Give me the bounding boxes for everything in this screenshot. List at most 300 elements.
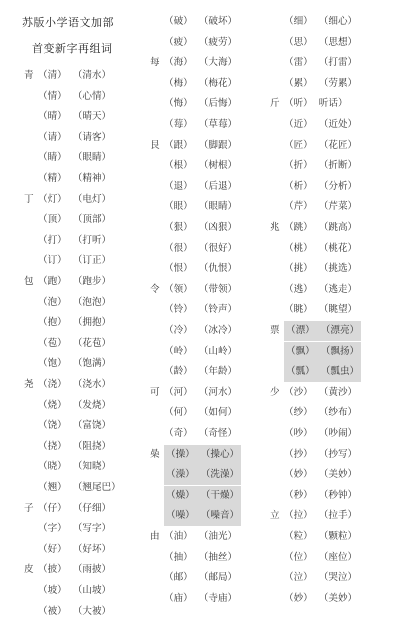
word-entry-row [270,115,357,135]
entry-text [164,362,237,382]
word-entry-row [150,527,237,547]
word-entry-row [24,87,111,107]
derived-character: （披） [38,564,67,576]
compound-word: （花匠） [318,139,358,151]
entry-text [38,560,111,580]
word-entry-row [24,581,111,601]
word-entry-row [150,74,237,94]
word-entry-row [150,197,237,217]
derived-character: （粒） [284,531,313,542]
compound-word: （大海） [198,57,238,69]
word-entry-row [270,527,357,547]
entry-text [284,568,357,588]
derived-character: （雷） [284,57,313,69]
compound-word: （清水） [72,70,112,81]
compound-word: （秒钟） [318,489,358,501]
compound-word: （树根） [198,160,238,172]
entry-text [38,602,111,622]
compound-word: （雨披） [72,564,112,576]
derived-character: （匠） [284,139,313,151]
derived-character: （抽） [164,551,193,563]
word-entry-row [150,362,237,382]
derived-character: （瓢） [286,366,315,378]
word-entry-row [150,259,237,279]
derived-character: （岭） [164,345,193,357]
derived-character: （庙） [164,592,193,604]
compound-word: （很好） [198,242,238,254]
compound-word: （浇水） [72,379,112,390]
word-entry-row [24,457,111,477]
compound-word: （山坡） [72,585,112,596]
entry-text [164,465,241,485]
derived-character: （折） [284,160,313,172]
compound-word: （邮局） [198,572,238,584]
derived-character: （细） [284,16,313,27]
compound-word: （花苞） [72,337,112,349]
entry-text [38,272,111,292]
compound-word: （电灯） [72,193,112,205]
compound-word: （冰冷） [198,325,238,336]
word-entry-row [24,293,111,313]
entry-text [164,177,237,197]
derived-character: （桃） [284,242,313,254]
derived-character: （抱） [38,317,67,329]
entry-text [164,486,241,506]
radical-prefix: 令 [150,283,160,295]
word-entry-row [270,342,361,362]
derived-character: （澡） [166,469,195,481]
word-entry-row [150,136,237,156]
derived-character: （拉） [284,510,313,522]
word-entry-row [24,519,111,539]
entry-text [284,465,357,485]
derived-character: （跑） [38,276,67,287]
word-entry-row [150,424,237,444]
compound-word: （油光） [198,531,238,542]
derived-character: （飘） [286,345,315,357]
derived-character: （浇） [38,379,67,390]
compound-word: （飘扬） [320,345,360,357]
entry-text [284,53,357,73]
entry-text [284,424,357,444]
entry-text [284,589,357,609]
compound-word: （年龄） [198,366,238,378]
entry-text [38,293,111,313]
compound-word: （后退） [198,180,238,192]
derived-character: （悔） [164,98,193,110]
derived-character: （仔） [38,502,67,514]
entry-text [164,74,237,94]
derived-character: （打） [38,234,67,246]
word-entry-row [24,375,111,395]
entry-text [38,66,111,86]
entry-text [284,362,361,382]
compound-word: （打雷） [318,57,358,69]
word-entry-row [24,334,111,354]
radical-prefix: 斤 [270,98,280,110]
derived-character: （芹） [284,201,313,213]
derived-character: （眺） [284,304,313,316]
word-entry-row [150,218,237,238]
compound-word: （折断） [318,160,358,172]
derived-character: （龄） [164,366,193,378]
derived-character: （河） [164,386,193,398]
derived-character: （何） [164,407,193,419]
word-entry-row [150,506,241,526]
word-entry-row [270,506,357,526]
word-entry-row [24,313,111,333]
entry-text [164,383,237,403]
entry-text [38,87,111,107]
derived-character: （操） [166,448,195,460]
word-entry-row [150,568,237,588]
derived-character: （根） [164,160,193,172]
radical-prefix: 皮 [24,564,34,576]
derived-character: （坡） [38,585,67,596]
compound-word: （干燥） [200,489,240,501]
compound-word: 听话） [318,98,348,110]
word-entry-row [150,156,237,176]
compound-word: （大被） [72,605,112,617]
derived-character: （饱） [38,358,67,370]
entry-text [164,568,237,588]
radical-prefix: 喿 [150,448,160,460]
entry-text [38,437,111,457]
entry-text [284,383,357,403]
compound-word: （奇怪） [198,428,238,439]
compound-word: （思想） [318,36,358,48]
word-entry-row [150,33,237,53]
word-entry-row [270,74,357,94]
derived-character: （莓） [164,119,193,130]
entry-text [284,321,361,341]
radical-prefix: 少 [270,386,280,398]
entry-text [284,177,357,197]
entry-text [38,148,111,168]
entry-text [38,190,111,210]
derived-character: （很） [164,242,193,254]
entry-text [284,218,357,238]
entry-text [164,218,237,238]
entry-text [284,74,357,94]
derived-character: （漂） [286,325,315,336]
compound-word: （破坏） [198,16,238,27]
entry-text [284,527,357,547]
entry-text [38,375,111,395]
compound-word: （芹菜） [318,201,358,213]
word-entry-row [270,53,357,73]
word-entry-row [150,486,241,506]
compound-word: （写字） [72,523,112,535]
derived-character: （累） [284,77,313,89]
word-entry-row [270,218,357,238]
compound-word: （好坏） [72,543,112,555]
word-entry-row [24,602,111,622]
derived-character: （梅） [164,77,193,89]
word-entry-row [150,342,237,362]
entry-text [284,33,357,53]
derived-character: （泣） [284,572,313,584]
derived-character: （抄） [284,448,313,460]
derived-character: （铃） [164,304,193,316]
entry-text [38,251,111,271]
compound-word: （噪音） [200,510,240,522]
derived-character: （被） [38,605,67,617]
radical-prefix: 尧 [24,379,34,390]
entry-text [284,506,357,526]
compound-word: （晴天） [72,111,112,123]
word-entry-row [150,280,237,300]
entry-text [38,334,111,354]
word-entry-row [24,251,111,271]
derived-character: （逃） [284,283,313,295]
compound-word: （疲劳） [198,36,238,48]
compound-word: （饱满） [72,358,112,370]
word-entry-row [270,197,357,217]
derived-character: （灯） [38,193,67,205]
compound-word: （眼睛） [72,152,112,164]
entry-text [164,548,237,568]
compound-word: （铃声） [198,304,238,316]
compound-word: （操心） [200,448,240,460]
entry-text [284,12,357,32]
word-entry-row [24,396,111,416]
compound-word: （近处） [318,119,358,130]
derived-character: （苞） [38,337,67,349]
derived-character: （狠） [164,222,193,233]
entry-text [284,445,357,465]
radical-prefix: 包 [24,276,34,287]
word-entry-row [24,148,111,168]
word-entry-row [150,239,237,259]
word-entry-row [150,383,237,403]
entry-text [164,424,237,444]
compound-word: （脚跟） [198,139,238,151]
derived-character: （析） [284,180,313,192]
compound-word: （带领） [198,283,238,295]
entry-text [284,342,361,362]
compound-word: （座位） [318,551,358,563]
word-entry-row [150,403,237,423]
entry-text [164,321,237,341]
radical-prefix: 立 [270,510,280,522]
word-entry-row [270,300,357,320]
derived-character: （位） [284,551,313,563]
compound-word: （后悔） [198,98,238,110]
derived-character: （妙） [284,592,313,604]
word-entry-row [24,66,111,86]
derived-character: （顶） [38,214,67,226]
compound-word: （发烧） [72,399,112,411]
entry-text [284,115,357,135]
derived-character: （妙） [284,469,313,481]
entry-text [164,156,237,176]
entry-text [164,445,241,465]
word-entry-row [24,560,111,580]
compound-word: （跑步） [72,276,112,287]
compound-word: （泡泡） [72,296,112,308]
compound-word: （洗澡） [200,469,240,481]
entry-text [164,12,237,32]
word-entry-row [24,190,111,210]
entry-text [164,300,237,320]
word-entry-row [270,136,357,156]
entry-text [284,239,357,259]
word-entry-row [150,589,237,609]
entry-text [284,197,357,217]
word-entry-row [24,231,111,251]
word-entry-row [150,445,241,465]
radical-prefix: 艮 [150,139,160,151]
compound-word: （山岭） [198,345,238,357]
derived-character: （泡） [38,296,67,308]
radical-prefix: 由 [150,531,160,542]
entry-text [164,53,237,73]
word-entry-row [150,548,237,568]
word-entry-row [270,568,357,588]
derived-character: （沙） [284,386,313,398]
derived-character: （噪） [166,510,195,522]
word-entry-row [24,416,111,436]
compound-word: （寺庙） [198,592,238,604]
entry-text [38,396,111,416]
word-entry-row [150,465,241,485]
derived-character: （翘） [38,482,67,493]
compound-word: （凶狠） [198,222,238,233]
derived-character: （晴） [38,111,67,123]
word-entry-row [24,540,111,560]
entry-text [164,33,237,53]
derived-character: （破） [164,16,193,27]
compound-word: （知晓） [72,461,112,473]
compound-word: （阻挠） [72,440,112,452]
entry-text [164,115,237,135]
compound-word: （富饶） [72,420,112,432]
compound-word: （拉手） [318,510,358,522]
compound-word: （顶部） [72,214,112,226]
entry-text [38,169,111,189]
word-entry-row [24,210,111,230]
derived-character: （邮） [164,572,193,584]
compound-word: （抽丝） [198,551,238,563]
entry-text [284,259,357,279]
derived-character: （字） [38,523,67,535]
entry-text [38,231,111,251]
word-entry-row [24,478,121,498]
derived-character: （精） [38,173,67,184]
word-entry-row [24,499,111,519]
derived-character: （好） [38,543,67,555]
derived-character: （烧） [38,399,67,411]
entry-text [284,300,357,320]
word-entry-row [270,548,357,568]
compound-word: （眼睛） [198,201,238,213]
entry-text [164,239,237,259]
derived-character: （近） [284,119,313,130]
compound-word: （如何） [198,407,238,419]
word-entry-row [270,589,357,609]
word-entry-row [270,280,357,300]
word-entry-row [270,94,348,114]
compound-word: （跳高） [318,222,358,233]
entry-text [164,280,237,300]
word-entry-row [150,94,237,114]
compound-word: （草莓） [198,119,238,130]
derived-character: （思） [284,36,313,48]
derived-character: （恨） [164,263,193,275]
entry-text [164,527,237,547]
derived-character: （听） [284,98,313,110]
compound-word: （美妙） [318,469,358,481]
derived-character: （纱） [284,407,313,419]
derived-character: （情） [38,90,67,102]
derived-character: （清） [38,70,67,81]
entry-text [164,197,237,217]
entry-text [38,457,111,477]
compound-word: （颗粒） [318,531,358,542]
entry-text [38,107,111,127]
derived-character: （饶） [38,420,67,432]
derived-character: （领） [164,283,193,295]
word-entry-row [270,259,357,279]
entry-text [164,136,237,156]
entry-text [164,342,237,362]
word-entry-row [24,272,111,292]
word-entry-row [150,300,237,320]
entry-text [284,136,357,156]
compound-word: （梅花） [198,77,238,89]
derived-character: （眼） [164,201,193,213]
derived-character: （订） [38,255,67,267]
compound-word: （打听） [72,234,112,246]
compound-word: （心情） [72,90,112,102]
entry-text [284,280,357,300]
entry-text [38,540,111,560]
radical-prefix: 票 [270,325,280,336]
word-entry-row [270,239,357,259]
radical-prefix: 丁 [24,193,34,205]
derived-character: （油） [164,531,193,542]
word-entry-row [270,12,357,32]
compound-word: （河水） [198,386,238,398]
entry-text [164,403,237,423]
derived-character: （疲） [164,36,193,48]
entry-text [38,581,111,601]
compound-word: （纱布） [318,407,358,419]
word-entry-row [150,12,237,32]
entry-text [38,354,111,374]
derived-character: （跟） [164,139,193,151]
compound-word: （漂亮） [320,325,360,336]
entry-text [164,589,237,609]
derived-character: （挠） [38,440,67,452]
entry-text [164,259,237,279]
compound-word: （哭泣） [318,572,358,584]
entry-text [38,499,111,519]
word-entry-row [270,486,357,506]
word-entry-row [24,437,111,457]
entry-text [284,548,357,568]
word-entry-row [24,128,111,148]
word-entry-row [270,362,361,382]
entry-text [38,210,111,230]
compound-word: （瓢虫） [320,366,360,378]
derived-character: （燥） [166,489,195,501]
derived-character: （退） [164,180,193,192]
compound-word: （订正） [72,255,112,267]
word-entry-row [24,107,111,127]
compound-word: （仔细） [72,502,112,514]
